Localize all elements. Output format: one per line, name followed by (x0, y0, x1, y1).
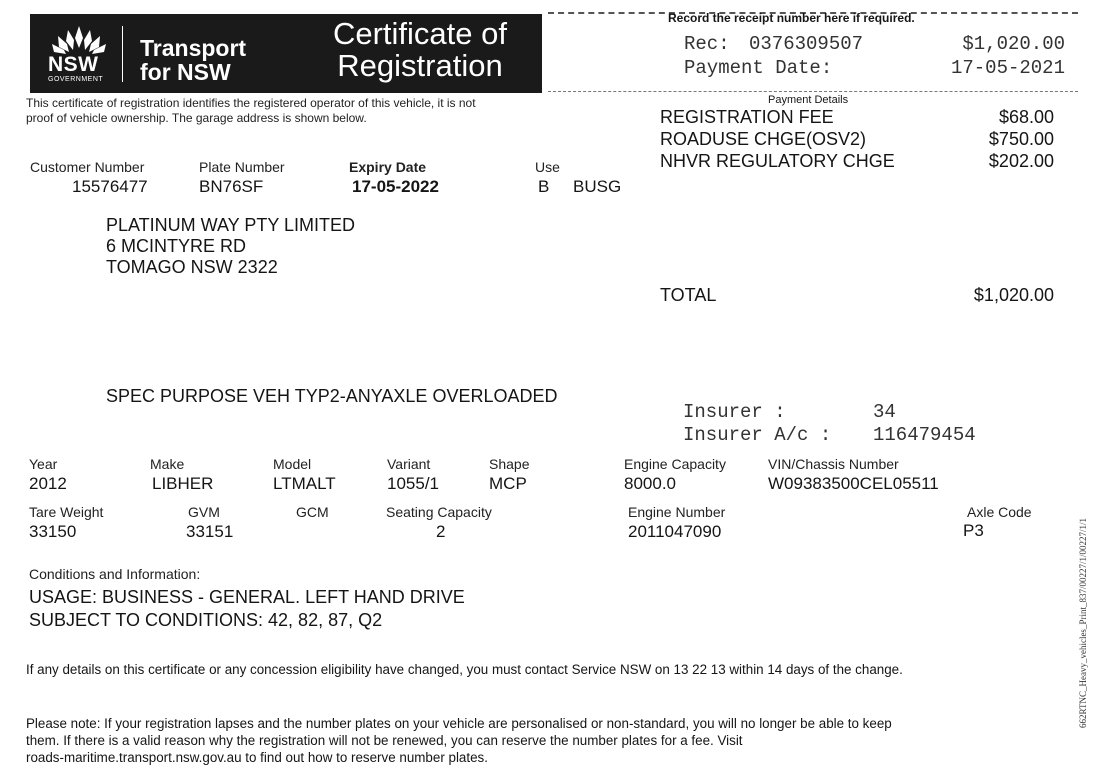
insurer-label: Insurer : (683, 401, 786, 423)
expiry-date-label: Expiry Date (349, 159, 427, 175)
please-note-line-3: roads-maritime.transport.nsw.gov.au to find out how to reserve number plates. (26, 750, 488, 765)
brand-name (140, 36, 246, 84)
seating-capacity-label: Seating Capacity (386, 504, 492, 520)
payment-item-label: ROADUSE CHGE(OSV2) (660, 129, 867, 149)
conditions-line-1: USAGE: BUSINESS - GENERAL. LEFT HAND DRIVE (29, 587, 465, 607)
certificate-title-line-1: Certificate of (332, 16, 507, 51)
conditions-heading: Conditions and Information: (29, 566, 201, 582)
payment-item-amount: $750.00 (988, 129, 1054, 149)
certificate-title-line-2: Registration (337, 48, 503, 83)
use-value: BUSG (573, 177, 622, 196)
header-banner (30, 14, 542, 93)
vin-label: VIN/Chassis Number (768, 456, 899, 472)
tare-weight-value: 33150 (29, 522, 77, 541)
please-note (26, 715, 892, 766)
please-note-line-2: them. If there is a valid reason why the registration will not be renewed, you can reserve the number plates for a fee. Visit (26, 733, 743, 748)
conditions-line-2: SUBJECT TO CONDITIONS: 42, 82, 87, Q2 (29, 610, 383, 630)
use-label: Use (535, 159, 560, 175)
seating-capacity-value: 2 (436, 522, 446, 541)
gcm-label: GCM (296, 504, 329, 520)
insurer-account-value: 116479454 (873, 424, 976, 446)
payment-item-label: NHVR REGULATORY CHGE (660, 151, 895, 171)
change-notice: If any details on this certificate or any concession eligibility have changed, you must contact Service NSW on 13 22 13 within 14 days of the change. (26, 662, 903, 677)
customer-number: 15576477 (72, 177, 148, 196)
operator-address (106, 215, 355, 278)
plate-number-label: Plate Number (199, 159, 285, 175)
model-label: Model (273, 456, 312, 472)
vin-value: W09383500CEL05511 (768, 474, 939, 493)
year-value: 2012 (29, 474, 67, 493)
insurer-account-label: Insurer A/c : (683, 424, 832, 446)
total-label: TOTAL (660, 285, 717, 305)
certificate-title (315, 18, 525, 82)
engine-number-label: Engine Number (628, 504, 726, 520)
vehicle-type: SPEC PURPOSE VEH TYP2-ANYAXLE OVERLOADED (106, 386, 558, 406)
government-wordmark: GOVERNMENT (48, 76, 104, 83)
intro-line-1: This certificate of registration identifies the registered operator of this vehicle, it is not (26, 96, 476, 110)
make-label: Make (150, 456, 185, 472)
payment-date: 17-05-2021 (950, 57, 1065, 79)
shape-value: MCP (489, 474, 527, 493)
shape-label: Shape (489, 456, 530, 472)
payment-item-amount: $202.00 (988, 151, 1054, 171)
receipt-note: Record the receipt number here if required. (668, 11, 915, 25)
insurer-value: 34 (873, 401, 896, 423)
operator-street: 6 MCINTYRE RD (106, 236, 247, 256)
operator-name: PLATINUM WAY PTY LIMITED (106, 215, 356, 235)
intro-line-2: proof of vehicle ownership. The garage address is shown below. (26, 111, 367, 125)
total-amount: $1,020.00 (973, 285, 1054, 305)
payment-details-heading: Payment Details (768, 94, 849, 106)
brand-line-1: Transport (140, 35, 247, 61)
axle-code-label: Axle Code (967, 504, 1032, 520)
payment-item-amount: $68.00 (998, 107, 1054, 127)
receipt-number: 0376309507 (749, 33, 864, 55)
intro-text (26, 96, 476, 126)
side-form-code: 662RTNC_Heavy_vehicles_Print_837/00227/1/00227/1/1 (1078, 518, 1088, 728)
engine-capacity-label: Engine Capacity (624, 456, 726, 472)
plate-number: BN76SF (199, 177, 264, 196)
receipt-amount: $1,020.00 (962, 33, 1065, 55)
customer-number-label: Customer Number (30, 159, 145, 175)
use-code: B (538, 177, 550, 196)
payment-item-label: REGISTRATION FEE (660, 107, 834, 127)
nsw-wordmark: NSW (48, 53, 99, 76)
variant-label: Variant (387, 456, 431, 472)
receipt-bottom-border (548, 91, 1078, 92)
tare-weight-label: Tare Weight (29, 504, 104, 520)
receipt-label: Rec: (684, 33, 730, 55)
engine-number-value: 2011047090 (628, 522, 722, 541)
expiry-date: 17-05-2022 (352, 177, 439, 196)
model-value: LTMALT (273, 474, 336, 493)
variant-value: 1055/1 (387, 474, 439, 493)
operator-locality: TOMAGO NSW 2322 (106, 257, 278, 277)
year-label: Year (29, 456, 58, 472)
engine-capacity-value: 8000.0 (624, 474, 676, 493)
logo-divider (122, 26, 123, 82)
make-value: LIBHER (152, 474, 214, 493)
payment-date-label: Payment Date: (684, 57, 833, 79)
gvm-label: GVM (188, 504, 220, 520)
please-note-line-1: Please note: If your registration lapses and the number plates on your vehicle are personalised or non-standard, you will no longer be able to keep (26, 716, 892, 731)
brand-line-2: for NSW (140, 59, 231, 85)
gvm-value: 33151 (186, 522, 234, 541)
axle-code-value: P3 (963, 521, 984, 540)
